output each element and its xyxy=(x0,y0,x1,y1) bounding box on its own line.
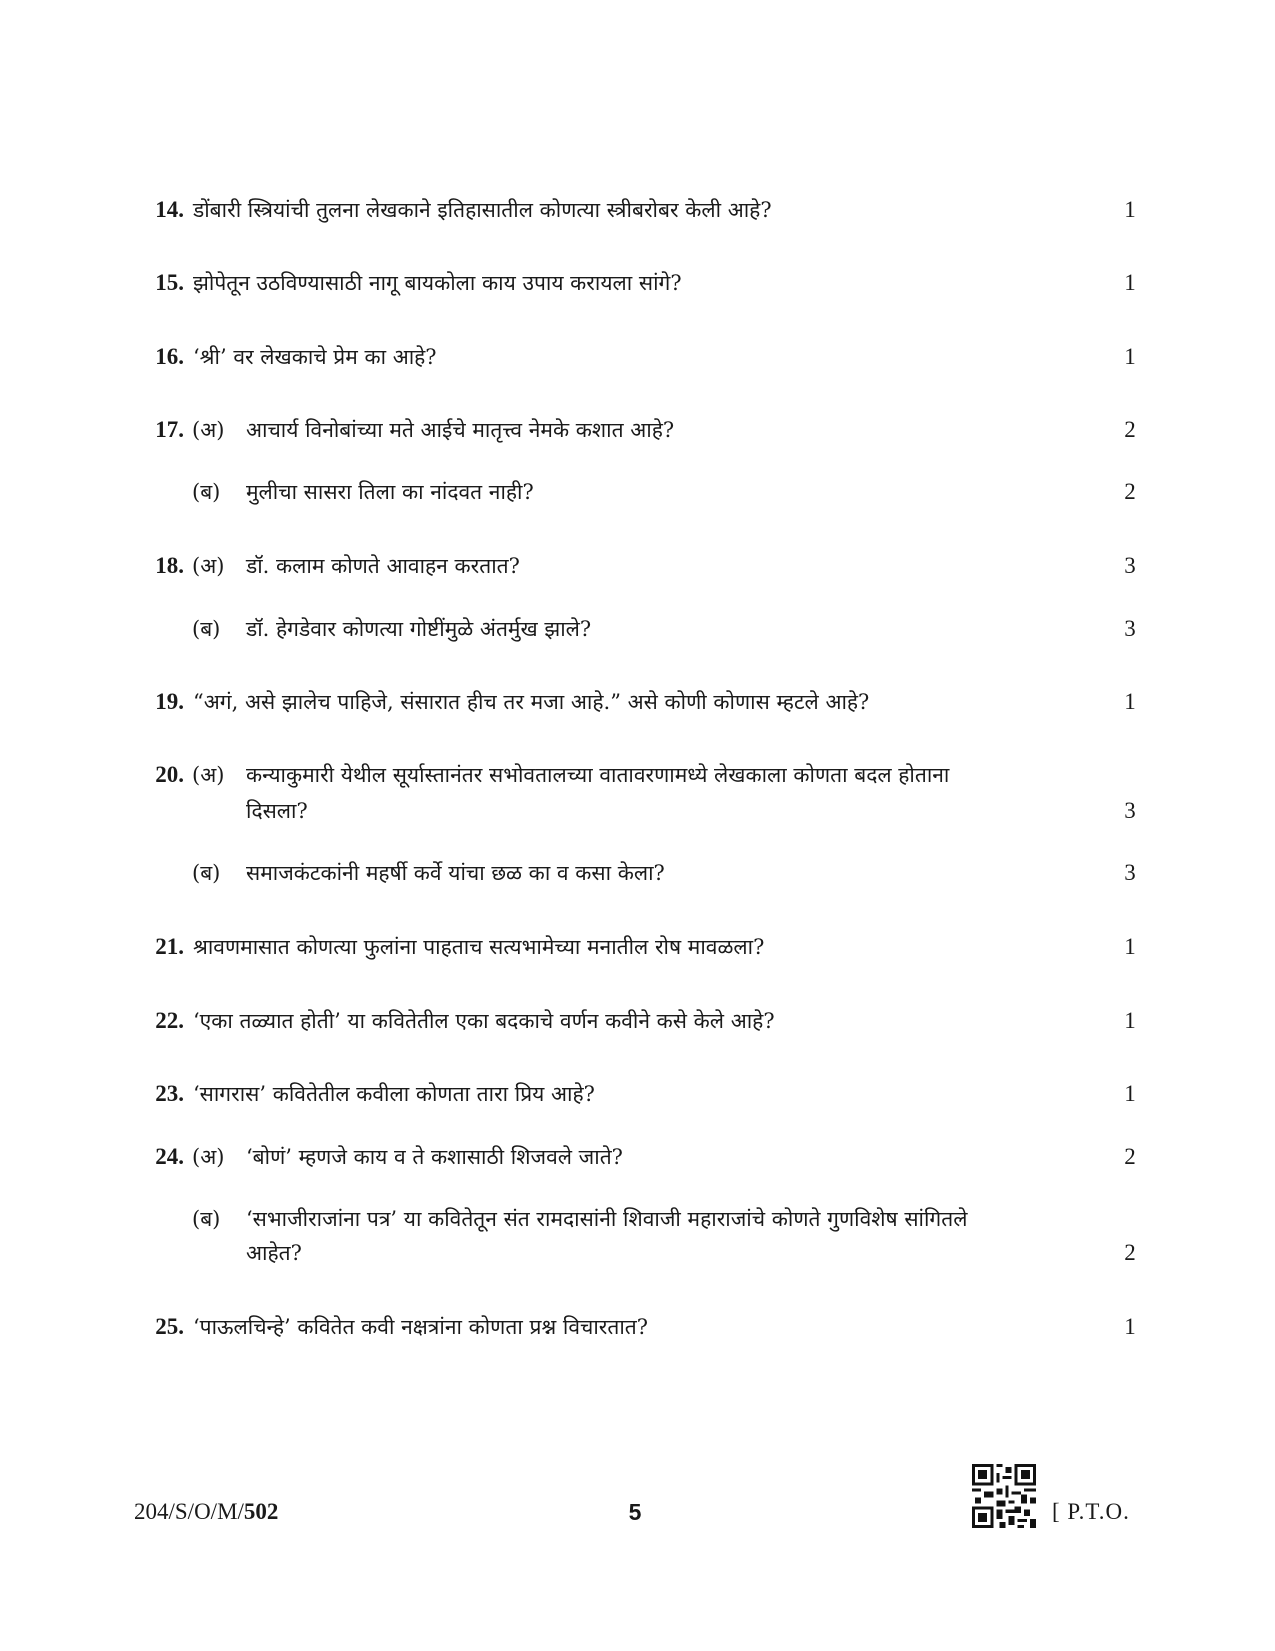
question-text: ‘सभाजीराजांना पत्र’ या कवितेतून संत रामदासांनी शिवाजी महाराजांचे कोणते गुणविशेष सांगितले xyxy=(246,1207,968,1231)
question-text: “अगं, असे झालेच पाहिजे, संसारात हीच तर मजा आहे.” असे कोणी कोणास म्हटले आहे? xyxy=(193,690,870,714)
question-text: ‘श्री’ वर लेखकाचे प्रेम का आहे? xyxy=(193,345,437,369)
question-number: 16. xyxy=(155,344,184,369)
question-marks: 3 xyxy=(1124,553,1136,578)
question-text: ‘बोणं’ म्हणजे काय व ते कशासाठी शिजवले जाते? xyxy=(246,1145,623,1169)
question-number: 25. xyxy=(155,1314,184,1339)
question-number: 20. xyxy=(155,762,184,787)
question-text: श्रावणमासात कोणत्या फुलांना पाहताच सत्यभामेच्या मनातील रोष मावळला? xyxy=(193,935,765,959)
question-number: 24. xyxy=(155,1144,184,1169)
question-marks: 2 xyxy=(1124,479,1136,504)
question-marks: 2 xyxy=(1124,417,1136,442)
question-marks: 3 xyxy=(1124,798,1136,823)
question-marks: 1 xyxy=(1124,1081,1136,1106)
question-number: 23. xyxy=(155,1081,184,1106)
part-label: (ब) xyxy=(192,480,221,504)
paper-code xyxy=(134,1499,278,1525)
question-text: डॉ. कलाम कोणते आवाहन करतात? xyxy=(246,554,520,578)
question-text: झोपेतून उठविण्यासाठी नागू बायकोला काय उपाय करायला सांगे? xyxy=(193,271,682,295)
part-label: (अ) xyxy=(192,418,225,442)
question-number: 15. xyxy=(155,270,184,295)
question-marks: 1 xyxy=(1124,344,1136,369)
question-number: 19. xyxy=(155,689,184,714)
question-number: 21. xyxy=(155,934,184,959)
question-marks: 3 xyxy=(1124,616,1136,641)
question-text-continued: आहेत? xyxy=(246,1241,302,1265)
question-text: मुलीचा सासरा तिला का नांदवत नाही? xyxy=(246,480,534,504)
question-marks: 3 xyxy=(1124,860,1136,885)
part-label: (अ) xyxy=(192,554,225,578)
question-text-continued: दिसला? xyxy=(246,799,308,823)
question-number: 14. xyxy=(155,197,184,222)
question-marks: 2 xyxy=(1124,1144,1136,1169)
question-text: आचार्य विनोबांच्या मते आईचे मातृत्त्व नेमके कशात आहे? xyxy=(246,418,675,442)
question-text: डॉ. हेगडेवार कोणत्या गोष्टींमुळे अंतर्मुख झाले? xyxy=(246,617,592,641)
question-text: कन्याकुमारी येथील सूर्यास्तानंतर सभोवतालच्या वातावरणामध्ये लेखकाला कोणता बदल होताना xyxy=(246,763,950,787)
part-label: (ब) xyxy=(192,861,221,885)
question-text: ‘सागरास’ कवितेतील कवीला कोणता तारा प्रिय आहे? xyxy=(193,1082,595,1106)
question-number: 22. xyxy=(155,1008,184,1033)
question-marks: 2 xyxy=(1124,1240,1136,1265)
pto-label: [ P.T.O. xyxy=(1052,1499,1130,1524)
part-label: (अ) xyxy=(192,1145,225,1169)
question-text: ‘एका तळ्यात होती’ या कवितेतील एका बदकाचे वर्णन कवीने कसे केले आहे? xyxy=(193,1009,775,1033)
part-label: (अ) xyxy=(192,763,225,787)
question-marks: 1 xyxy=(1124,1008,1136,1033)
question-marks: 1 xyxy=(1124,197,1136,222)
part-label: (ब) xyxy=(192,617,221,641)
question-number: 17. xyxy=(155,417,184,442)
question-number: 18. xyxy=(155,553,184,578)
question-text: ‘पाऊलचिन्हे’ कवितेत कवी नक्षत्रांना कोणता प्रश्न विचारतात? xyxy=(193,1315,649,1339)
paper-code-prefix: 204/S/O/M/ xyxy=(134,1499,244,1524)
page-number: 5 xyxy=(628,1499,642,1525)
question-marks: 1 xyxy=(1124,689,1136,714)
question-text: समाजकंटकांनी महर्षी कर्वे यांचा छळ का व कसा केला? xyxy=(246,861,665,885)
qr-code-icon xyxy=(972,1464,1036,1528)
question-marks: 1 xyxy=(1124,270,1136,295)
question-marks: 1 xyxy=(1124,1314,1136,1339)
question-text: डोंबारी स्त्रियांची तुलना लेखकाने इतिहासातील कोणत्या स्त्रीबरोबर केली आहे? xyxy=(193,198,772,222)
part-label: (ब) xyxy=(192,1207,221,1231)
question-marks: 1 xyxy=(1124,934,1136,959)
paper-code-number: 502 xyxy=(243,1499,279,1524)
